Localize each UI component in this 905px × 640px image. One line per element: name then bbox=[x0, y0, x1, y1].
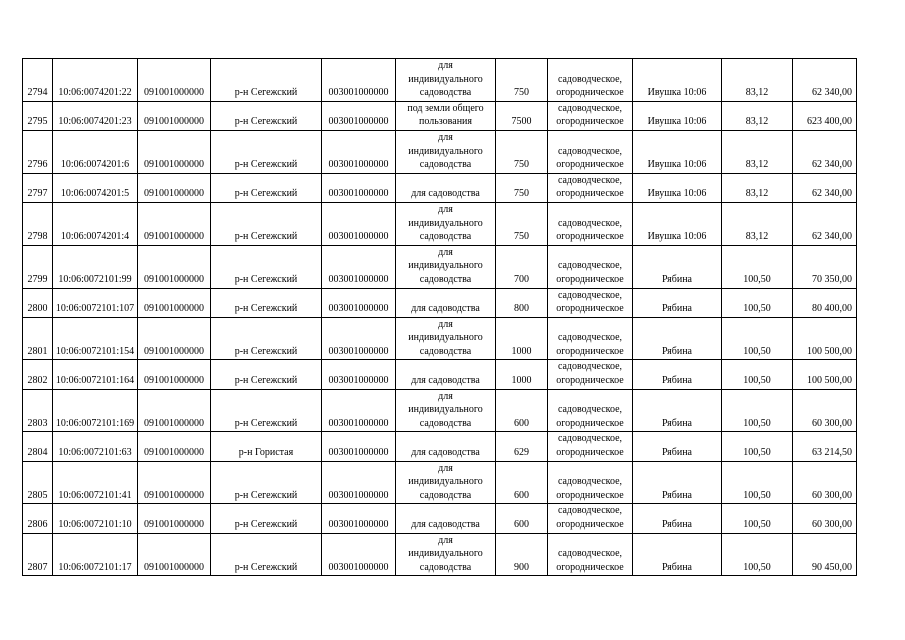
land-category-line: огородническое bbox=[556, 375, 624, 387]
permitted-use-line: индивидуального bbox=[408, 217, 483, 229]
oktmo-code-cell: 003001000000 bbox=[322, 288, 396, 317]
specific-value-cell: 83,12 bbox=[722, 173, 793, 202]
permitted-use-line: садоводства bbox=[419, 489, 472, 501]
cadastral-value-cell: 623 400,00 bbox=[793, 101, 857, 130]
specific-value-cell: 100,50 bbox=[722, 432, 793, 461]
row-number-cell: 2806 bbox=[23, 504, 53, 533]
permitted-use-line: индивидуального bbox=[408, 476, 483, 488]
land-category-line: огородническое bbox=[556, 417, 624, 429]
permitted-use-line: для садоводства bbox=[411, 519, 480, 530]
okato-code-cell: 091001000000 bbox=[138, 130, 211, 173]
permitted-use-line: для bbox=[438, 60, 453, 71]
row-number-cell: 2807 bbox=[23, 533, 53, 576]
table-row bbox=[23, 432, 857, 461]
oktmo-code-cell: 003001000000 bbox=[322, 317, 396, 360]
permitted-use-line: садоводства bbox=[419, 273, 472, 285]
permitted-use-cell bbox=[396, 432, 496, 461]
area-cell: 7500 bbox=[496, 101, 548, 130]
permitted-use-cell bbox=[396, 360, 496, 389]
area-cell: 600 bbox=[496, 461, 548, 504]
okato-code-cell: 091001000000 bbox=[138, 317, 211, 360]
land-category-line: садоводческое, bbox=[557, 102, 623, 114]
row-number-cell: 2803 bbox=[23, 389, 53, 432]
permitted-use-line: садоводства bbox=[419, 231, 472, 243]
permitted-use-line: индивидуального bbox=[408, 332, 483, 344]
land-category-cell bbox=[548, 245, 633, 288]
district-cell: р-н Сегежский bbox=[211, 245, 322, 288]
land-category-cell bbox=[548, 130, 633, 173]
cadastral-number-cell: 10:06:0072101:17 bbox=[53, 533, 138, 576]
permitted-use-line: индивидуального bbox=[408, 260, 483, 272]
land-category-cell bbox=[548, 101, 633, 130]
district-cell: р-н Сегежский bbox=[211, 130, 322, 173]
permitted-use-line: для садоводства bbox=[411, 447, 480, 459]
garden-society-cell: Рябина bbox=[633, 317, 722, 360]
permitted-use-line: садоводства bbox=[419, 345, 472, 357]
garden-society-cell: Ивушка 10:06 bbox=[633, 130, 722, 173]
cadastral-number-cell: 10:06:0072101:164 bbox=[53, 360, 138, 389]
oktmo-code-cell: 003001000000 bbox=[322, 173, 396, 202]
oktmo-code-cell: 003001000000 bbox=[322, 360, 396, 389]
land-category-line: садоводческое, bbox=[557, 476, 623, 488]
land-category-line: садоводческое, bbox=[557, 361, 623, 373]
specific-value-cell: 100,50 bbox=[722, 317, 793, 360]
land-category-line: садоводческое, bbox=[557, 505, 623, 517]
permitted-use-cell bbox=[396, 130, 496, 173]
district-cell: р-н Сегежский bbox=[211, 504, 322, 533]
district-cell: р-н Сегежский bbox=[211, 202, 322, 245]
permitted-use-line: для bbox=[438, 390, 453, 402]
okato-code-cell: 091001000000 bbox=[138, 288, 211, 317]
district-cell: р-н Сегежский bbox=[211, 59, 322, 102]
permitted-use-line: садоводства bbox=[419, 87, 472, 99]
cadastral-value-cell: 90 450,00 bbox=[793, 533, 857, 576]
land-category-line: садоводческое, bbox=[557, 548, 623, 560]
land-category-cell bbox=[548, 317, 633, 360]
okato-code-cell: 091001000000 bbox=[138, 533, 211, 576]
permitted-use-line: для садоводства bbox=[411, 188, 480, 200]
row-number-cell: 2796 bbox=[23, 130, 53, 173]
land-category-cell bbox=[548, 432, 633, 461]
specific-value-cell: 83,12 bbox=[722, 59, 793, 102]
permitted-use-line: для bbox=[438, 246, 453, 258]
cadastral-number-cell: 10:06:0074201:23 bbox=[53, 101, 138, 130]
permitted-use-line: для bbox=[438, 534, 453, 546]
land-category-line: огородническое bbox=[556, 519, 624, 530]
cadastral-value-cell: 63 214,50 bbox=[793, 432, 857, 461]
permitted-use-cell bbox=[396, 461, 496, 504]
land-category-cell bbox=[548, 173, 633, 202]
permitted-use-line: для садоводства bbox=[411, 303, 480, 315]
cadastral-number-cell: 10:06:0072101:154 bbox=[53, 317, 138, 360]
area-cell: 750 bbox=[496, 173, 548, 202]
cadastral-value-cell: 62 340,00 bbox=[793, 130, 857, 173]
land-category-cell bbox=[548, 360, 633, 389]
specific-value-cell: 100,50 bbox=[722, 504, 793, 533]
permitted-use-line: под земли общего bbox=[407, 102, 484, 114]
garden-society-cell: Рябина bbox=[633, 389, 722, 432]
okato-code-cell: 091001000000 bbox=[138, 389, 211, 432]
cadastral-number-cell: 10:06:0072101:107 bbox=[53, 288, 138, 317]
table-row bbox=[23, 245, 857, 288]
specific-value-cell: 100,50 bbox=[722, 461, 793, 504]
oktmo-code-cell: 003001000000 bbox=[322, 461, 396, 504]
cadastral-number-cell: 10:06:0072101:63 bbox=[53, 432, 138, 461]
cadastral-value-cell: 100 500,00 bbox=[793, 360, 857, 389]
okato-code-cell: 091001000000 bbox=[138, 59, 211, 102]
area-cell: 1000 bbox=[496, 360, 548, 389]
garden-society-cell: Рябина bbox=[633, 432, 722, 461]
okato-code-cell: 091001000000 bbox=[138, 504, 211, 533]
okato-code-cell: 091001000000 bbox=[138, 360, 211, 389]
land-category-line: огородническое bbox=[556, 447, 624, 459]
okato-code-cell: 091001000000 bbox=[138, 245, 211, 288]
permitted-use-cell bbox=[396, 504, 496, 533]
specific-value-cell: 83,12 bbox=[722, 101, 793, 130]
table-row bbox=[23, 202, 857, 245]
garden-society-cell: Ивушка 10:06 bbox=[633, 101, 722, 130]
land-category-line: огородническое bbox=[556, 345, 624, 357]
cadastral-number-cell: 10:06:0072101:169 bbox=[53, 389, 138, 432]
table-row bbox=[23, 101, 857, 130]
district-cell: р-н Сегежский bbox=[211, 317, 322, 360]
row-number-cell: 2802 bbox=[23, 360, 53, 389]
permitted-use-cell bbox=[396, 533, 496, 576]
area-cell: 750 bbox=[496, 202, 548, 245]
cadastral-number-cell: 10:06:0074201:22 bbox=[53, 59, 138, 102]
garden-society-cell: Рябина bbox=[633, 461, 722, 504]
table-body bbox=[23, 59, 857, 576]
permitted-use-cell bbox=[396, 101, 496, 130]
specific-value-cell: 100,50 bbox=[722, 533, 793, 576]
land-category-line: садоводческое, bbox=[557, 73, 623, 85]
land-category-line: садоводческое, bbox=[557, 433, 623, 445]
garden-society-cell: Рябина bbox=[633, 288, 722, 317]
specific-value-cell: 83,12 bbox=[722, 202, 793, 245]
oktmo-code-cell: 003001000000 bbox=[322, 130, 396, 173]
land-category-cell bbox=[548, 461, 633, 504]
district-cell: р-н Сегежский bbox=[211, 533, 322, 576]
cadastral-value-cell: 70 350,00 bbox=[793, 245, 857, 288]
permitted-use-line: садоводства bbox=[419, 417, 472, 429]
garden-society-cell: Ивушка 10:06 bbox=[633, 59, 722, 102]
table-row bbox=[23, 59, 857, 102]
oktmo-code-cell: 003001000000 bbox=[322, 389, 396, 432]
cadastral-value-cell: 62 340,00 bbox=[793, 59, 857, 102]
area-cell: 750 bbox=[496, 59, 548, 102]
permitted-use-cell bbox=[396, 245, 496, 288]
district-cell: р-н Сегежский bbox=[211, 101, 322, 130]
cadastral-number-cell: 10:06:0072101:41 bbox=[53, 461, 138, 504]
land-category-line: огородническое bbox=[556, 116, 624, 128]
district-cell: р-н Сегежский bbox=[211, 461, 322, 504]
cadastral-number-cell: 10:06:0072101:99 bbox=[53, 245, 138, 288]
area-cell: 800 bbox=[496, 288, 548, 317]
row-number-cell: 2799 bbox=[23, 245, 53, 288]
row-number-cell: 2794 bbox=[23, 59, 53, 102]
permitted-use-line: индивидуального bbox=[408, 73, 483, 85]
row-number-cell: 2795 bbox=[23, 101, 53, 130]
land-category-line: огородническое bbox=[556, 561, 624, 573]
land-category-line: садоводческое, bbox=[557, 174, 623, 186]
district-cell: р-н Гористая bbox=[211, 432, 322, 461]
row-number-cell: 2801 bbox=[23, 317, 53, 360]
oktmo-code-cell: 003001000000 bbox=[322, 504, 396, 533]
permitted-use-line: индивидуального bbox=[408, 145, 483, 157]
area-cell: 600 bbox=[496, 389, 548, 432]
permitted-use-line: для bbox=[438, 131, 453, 143]
cadastral-value-cell: 60 300,00 bbox=[793, 504, 857, 533]
area-cell: 629 bbox=[496, 432, 548, 461]
permitted-use-line: пользования bbox=[419, 116, 472, 128]
permitted-use-line: садоводства bbox=[419, 159, 472, 171]
cadastral-value-cell: 62 340,00 bbox=[793, 202, 857, 245]
permitted-use-line: индивидуального bbox=[408, 404, 483, 416]
cadastral-number-cell: 10:06:0074201:5 bbox=[53, 173, 138, 202]
oktmo-code-cell: 003001000000 bbox=[322, 59, 396, 102]
okato-code-cell: 091001000000 bbox=[138, 432, 211, 461]
garden-society-cell: Рябина bbox=[633, 245, 722, 288]
district-cell: р-н Сегежский bbox=[211, 389, 322, 432]
area-cell: 700 bbox=[496, 245, 548, 288]
area-cell: 900 bbox=[496, 533, 548, 576]
permitted-use-cell bbox=[396, 202, 496, 245]
area-cell: 1000 bbox=[496, 317, 548, 360]
land-category-line: садоводческое, bbox=[557, 289, 623, 301]
oktmo-code-cell: 003001000000 bbox=[322, 533, 396, 576]
garden-society-cell: Рябина bbox=[633, 504, 722, 533]
okato-code-cell: 091001000000 bbox=[138, 101, 211, 130]
row-number-cell: 2800 bbox=[23, 288, 53, 317]
permitted-use-line: индивидуального bbox=[408, 548, 483, 560]
land-category-line: огородническое bbox=[556, 273, 624, 285]
land-category-line: садоводческое, bbox=[557, 404, 623, 416]
garden-society-cell: Рябина bbox=[633, 533, 722, 576]
land-registry-table bbox=[22, 58, 857, 576]
permitted-use-line: для садоводства bbox=[411, 375, 480, 387]
specific-value-cell: 100,50 bbox=[722, 245, 793, 288]
land-category-line: огородническое bbox=[556, 188, 624, 200]
land-category-line: садоводческое, bbox=[557, 332, 623, 344]
cadastral-value-cell: 62 340,00 bbox=[793, 173, 857, 202]
land-category-cell bbox=[548, 202, 633, 245]
specific-value-cell: 83,12 bbox=[722, 130, 793, 173]
cadastral-value-cell: 60 300,00 bbox=[793, 461, 857, 504]
permitted-use-cell bbox=[396, 173, 496, 202]
oktmo-code-cell: 003001000000 bbox=[322, 101, 396, 130]
district-cell: р-н Сегежский bbox=[211, 360, 322, 389]
okato-code-cell: 091001000000 bbox=[138, 202, 211, 245]
okato-code-cell: 091001000000 bbox=[138, 461, 211, 504]
cadastral-value-cell: 80 400,00 bbox=[793, 288, 857, 317]
permitted-use-cell bbox=[396, 59, 496, 102]
cadastral-number-cell: 10:06:0074201:6 bbox=[53, 130, 138, 173]
land-category-line: садоводческое, bbox=[557, 217, 623, 229]
specific-value-cell: 100,50 bbox=[722, 360, 793, 389]
oktmo-code-cell: 003001000000 bbox=[322, 202, 396, 245]
land-category-line: огородническое bbox=[556, 303, 624, 315]
land-category-line: садоводческое, bbox=[557, 260, 623, 272]
table-row bbox=[23, 288, 857, 317]
row-number-cell: 2804 bbox=[23, 432, 53, 461]
permitted-use-line: садоводства bbox=[419, 561, 472, 573]
cadastral-number-cell: 10:06:0074201:4 bbox=[53, 202, 138, 245]
land-category-cell bbox=[548, 533, 633, 576]
permitted-use-line: для bbox=[438, 462, 453, 474]
okato-code-cell: 091001000000 bbox=[138, 173, 211, 202]
cadastral-value-cell: 60 300,00 bbox=[793, 389, 857, 432]
row-number-cell: 2805 bbox=[23, 461, 53, 504]
area-cell: 600 bbox=[496, 504, 548, 533]
district-cell: р-н Сегежский bbox=[211, 288, 322, 317]
row-number-cell: 2798 bbox=[23, 202, 53, 245]
permitted-use-cell bbox=[396, 288, 496, 317]
land-category-cell bbox=[548, 504, 633, 533]
oktmo-code-cell: 003001000000 bbox=[322, 432, 396, 461]
permitted-use-cell bbox=[396, 317, 496, 360]
table-row bbox=[23, 504, 857, 533]
garden-society-cell: Ивушка 10:06 bbox=[633, 202, 722, 245]
land-category-line: огородническое bbox=[556, 159, 624, 171]
table-row bbox=[23, 360, 857, 389]
oktmo-code-cell: 003001000000 bbox=[322, 245, 396, 288]
table-row bbox=[23, 130, 857, 173]
land-category-line: огородническое bbox=[556, 87, 624, 99]
district-cell: р-н Сегежский bbox=[211, 173, 322, 202]
area-cell: 750 bbox=[496, 130, 548, 173]
table-row bbox=[23, 173, 857, 202]
table-row bbox=[23, 389, 857, 432]
permitted-use-cell bbox=[396, 389, 496, 432]
land-category-cell bbox=[548, 288, 633, 317]
table-row bbox=[23, 317, 857, 360]
land-category-cell bbox=[548, 59, 633, 102]
cadastral-value-cell: 100 500,00 bbox=[793, 317, 857, 360]
land-category-line: огородническое bbox=[556, 231, 624, 243]
garden-society-cell: Ивушка 10:06 bbox=[633, 173, 722, 202]
permitted-use-line: для bbox=[438, 203, 453, 215]
table-row bbox=[23, 461, 857, 504]
land-category-line: огородническое bbox=[556, 489, 624, 501]
row-number-cell: 2797 bbox=[23, 173, 53, 202]
specific-value-cell: 100,50 bbox=[722, 389, 793, 432]
table-row bbox=[23, 533, 857, 576]
cadastral-number-cell: 10:06:0072101:10 bbox=[53, 504, 138, 533]
land-category-cell bbox=[548, 389, 633, 432]
land-category-line: садоводческое, bbox=[557, 145, 623, 157]
garden-society-cell: Рябина bbox=[633, 360, 722, 389]
specific-value-cell: 100,50 bbox=[722, 288, 793, 317]
permitted-use-line: для bbox=[438, 318, 453, 330]
